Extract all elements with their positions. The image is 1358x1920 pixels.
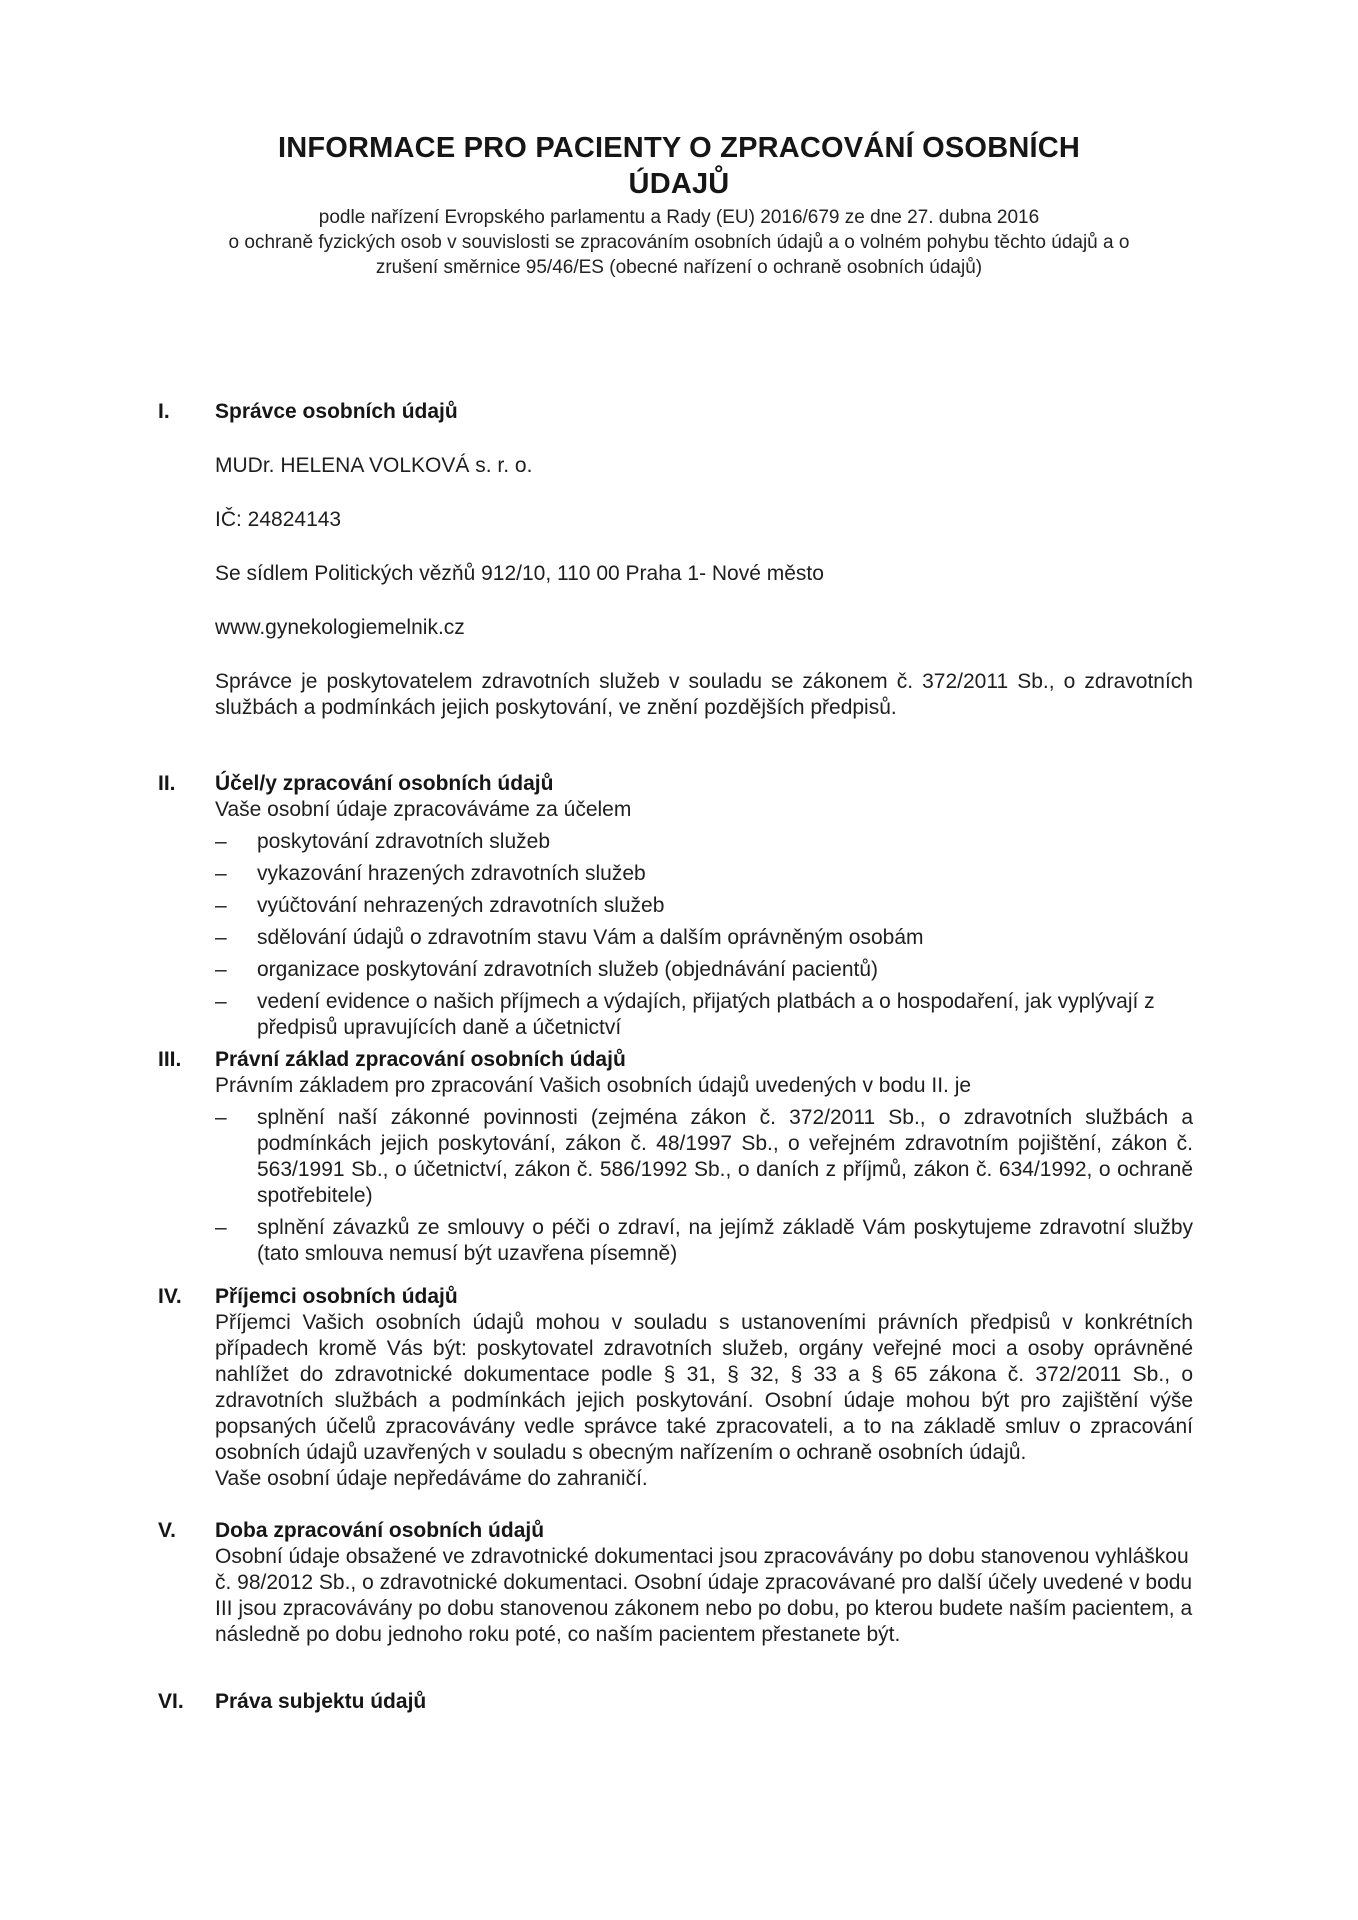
section-intro: Vaše osobní údaje zpracováváme za účelem — [215, 798, 632, 821]
section-legal-basis — [158, 1047, 1193, 1267]
bullet-dash: – — [215, 1216, 227, 1239]
paragraph: Osobní údaje obsažené ve zdravotnické dokumentaci jsou zpracovávány po dobu stanovenou vyhláškou č. 98/2012 Sb., o zdravotnické dokumentaci. Osobní údaje zpracovávané pro další účely uvedené v bodu III jsou zpracovávány po dobu stanovenou zákonem nebo po dobu, po kterou budete naším pacientem, a následně po dobu jednoho roku poté, co naším pacientem přestanete být. — [215, 1545, 1193, 1646]
list-item-text: splnění závazků ze smlouvy o péči o zdraví, na jejímž základě Vám poskytujeme zdravotní služby (tato smlouva nemusí být uzavřena písemně) — [257, 1216, 1193, 1265]
subtitle-line-2: o ochraně fyzických osob v souvislosti se zpracováním osobních údajů a o volném pohybu těchto údajů a o — [228, 232, 1130, 253]
paragraph: Vaše osobní údaje nepředáváme do zahraničí. — [215, 1467, 648, 1490]
list-item — [215, 893, 1193, 919]
list-item — [215, 925, 1193, 951]
subtitle-line-3: zrušení směrnice 95/46/ES (obecné nařízení o ochraně osobních údajů) — [375, 257, 983, 278]
section-number: IV. — [158, 1285, 182, 1308]
list-item-text: vedení evidence o našich příjmech a výdajích, přijatých platbách a o hospodaření, jak vyplývají z předpisů upravujících daně a účetnictví — [257, 990, 1155, 1039]
section-number: V. — [158, 1519, 176, 1542]
list-item-text: vykazování hrazených zdravotních služeb — [257, 862, 646, 885]
list-item-text: sdělování údajů o zdravotním stavu Vám a dalším oprávněným osobám — [257, 926, 924, 949]
legal-basis-list — [215, 1105, 1193, 1267]
section-administrator — [158, 399, 1193, 721]
document-subtitle — [0, 205, 1358, 280]
document-body — [0, 399, 1193, 1715]
list-item-text: vyúčtování nehrazených zdravotních služeb — [257, 894, 665, 917]
section-data-subject-rights — [158, 1689, 1193, 1715]
section-heading: Práva subjektu údajů — [215, 1690, 427, 1713]
list-item-text: poskytování zdravotních služeb — [257, 830, 550, 853]
administrator-description: Správce je poskytovatelem zdravotních služeb v souladu se zákonem č. 372/2011 Sb., o zdravotních službách a podmínkách jejich poskytování, ve znění pozdějších předpisů. — [215, 670, 1193, 719]
section-heading: Právní základ zpracování osobních údajů — [215, 1048, 626, 1071]
registered-address: Se sídlem Politických vězňů 912/10, 110 00 Praha 1- Nové město — [215, 562, 824, 585]
list-item-text: splnění naší zákonné povinnosti (zejména zákon č. 372/2011 Sb., o zdravotních službách a podmínkách jejich poskytování, zákon č. 48/1997 Sb., o veřejném zdravotním pojištění, zákon č. 563/1991 Sb., o účetnictví, zákon č. 586/1992 Sb., o daních z příjmů, zákon č. 634/1992, o ochraně spotřebitele) — [257, 1106, 1193, 1207]
section-recipients — [158, 1284, 1193, 1492]
bullet-dash: – — [215, 1106, 227, 1129]
bullet-dash: – — [215, 926, 227, 949]
website-url: www.gynekologiemelnik.cz — [215, 616, 465, 639]
paragraph: Příjemci Vašich osobních údajů mohou v souladu s ustanoveními právních předpisů v konkrétních případech kromě Vás být: poskytovatel zdravotních služeb, orgány veřejné moci a osoby oprávněné nahlížet do zdravotnické dokumentace podle § 31, § 32, § 33 a § 65 zákona č. 372/2011 Sb., o zdravotních službách a podmínkách jejich poskytování. Osobní údaje mohou být pro zajištění výše popsaných účelů zpracovávány vedle správce také zpracovateli, a to na základě smluv o zpracování osobních údajů uzavřených v souladu s obecným nařízením o ochraně osobních údajů. — [215, 1311, 1193, 1464]
section-heading: Účel/y zpracování osobních údajů — [215, 772, 554, 795]
section-number: II. — [158, 772, 176, 795]
section-heading: Doba zpracování osobních údajů — [215, 1519, 545, 1542]
section-intro: Právním základem pro zpracování Vašich osobních údajů uvedených v bodu II. je — [215, 1074, 972, 1097]
document-header — [0, 130, 1358, 280]
list-item — [215, 1105, 1193, 1209]
document-title-line-1: INFORMACE PRO PACIENTY O ZPRACOVÁNÍ OSOBNÍCH — [277, 132, 1081, 164]
bullet-dash: – — [215, 990, 227, 1013]
administrator-name: MUDr. HELENA VOLKOVÁ s. r. o. — [215, 454, 533, 477]
document-title — [0, 130, 1358, 202]
section-heading: Správce osobních údajů — [215, 400, 458, 423]
bullet-dash: – — [215, 830, 227, 853]
list-item — [215, 1215, 1193, 1267]
list-item-text: organizace poskytování zdravotních služeb (objednávání pacientů) — [257, 958, 879, 981]
section-number: I. — [158, 400, 170, 423]
section-number: VI. — [158, 1690, 184, 1713]
section-processing-period — [158, 1518, 1193, 1648]
bullet-dash: – — [215, 958, 227, 981]
bullet-dash: – — [215, 894, 227, 917]
purposes-list — [215, 829, 1193, 1041]
list-item — [215, 829, 1193, 855]
bullet-dash: – — [215, 862, 227, 885]
section-purposes — [158, 771, 1193, 1041]
subtitle-line-1: podle nařízení Evropského parlamentu a Rady (EU) 2016/679 ze dne 27. dubna 2016 — [318, 207, 1040, 228]
list-item — [215, 861, 1193, 887]
section-number: III. — [158, 1048, 182, 1071]
section-heading: Příjemci osobních údajů — [215, 1285, 458, 1308]
list-item — [215, 989, 1193, 1041]
document-title-line-2: ÚDAJŮ — [628, 168, 730, 200]
company-id: IČ: 24824143 — [215, 508, 342, 531]
list-item — [215, 957, 1193, 983]
